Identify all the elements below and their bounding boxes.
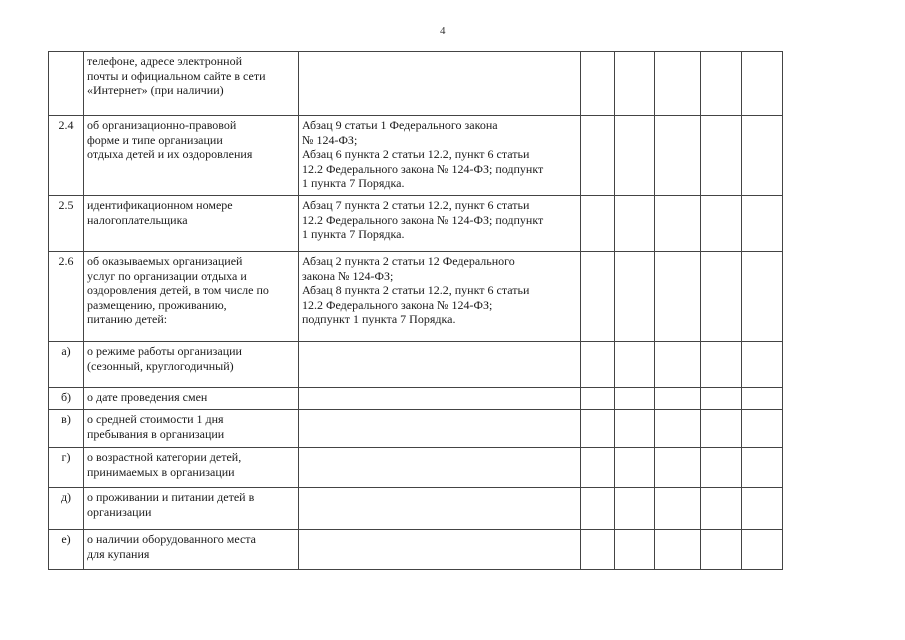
page-number: 4 <box>440 25 446 37</box>
description-line: о наличии оборудованного места <box>87 532 257 546</box>
row-number: б) <box>49 388 84 410</box>
table-row <box>49 196 783 252</box>
empty-cell <box>655 252 701 342</box>
row-legal-basis <box>299 410 581 448</box>
empty-cell <box>742 530 783 570</box>
description-line: размещению, проживанию, <box>87 297 227 312</box>
table-row <box>49 488 783 530</box>
table-body <box>49 52 783 570</box>
basis-line: № 124-ФЗ; <box>302 132 358 147</box>
empty-cell <box>655 196 701 252</box>
description-line: о проживании и питании детей в <box>87 490 255 504</box>
description-line: телефоне, адресе электронной <box>87 54 242 68</box>
description-line: о режиме работы организации <box>87 344 242 358</box>
empty-cell <box>581 530 615 570</box>
empty-cell <box>742 196 783 252</box>
row-number: а) <box>49 342 84 388</box>
empty-cell <box>701 530 742 570</box>
description-line: отдыха детей и их оздоровления <box>87 147 253 161</box>
row-description <box>84 448 299 488</box>
empty-cell <box>701 252 742 342</box>
row-description <box>84 116 299 196</box>
table-row <box>49 52 783 116</box>
row-number: 2.5 <box>49 196 84 252</box>
empty-cell <box>742 342 783 388</box>
empty-cell <box>701 388 742 410</box>
empty-cell <box>581 388 615 410</box>
empty-cell <box>655 488 701 530</box>
table-row <box>49 530 783 570</box>
empty-cell <box>581 252 615 342</box>
basis-line: Абзац 6 пункта 2 статьи 12.2, пункт 6 статьи <box>302 147 530 161</box>
row-legal-basis <box>299 448 581 488</box>
description-line: форме и типе организации <box>87 132 223 147</box>
row-legal-basis <box>299 530 581 570</box>
row-number <box>49 52 84 116</box>
empty-cell <box>742 448 783 488</box>
basis-line: 1 пункта 7 Порядка. <box>302 176 405 190</box>
empty-cell <box>615 196 655 252</box>
row-legal-basis <box>299 116 581 196</box>
row-description <box>84 530 299 570</box>
row-legal-basis <box>299 388 581 410</box>
row-legal-basis <box>299 488 581 530</box>
description-line: (сезонный, круглогодичный) <box>87 358 234 373</box>
row-legal-basis <box>299 52 581 116</box>
basis-line: 12.2 Федерального закона № 124-ФЗ; <box>302 297 493 312</box>
description-line: пребывания в организации <box>87 426 225 441</box>
description-line: о дате проведения смен <box>87 390 208 404</box>
table-row <box>49 342 783 388</box>
empty-cell <box>655 410 701 448</box>
empty-cell <box>615 488 655 530</box>
row-legal-basis <box>299 196 581 252</box>
basis-line: 12.2 Федерального закона № 124-ФЗ; подпункт <box>302 212 544 227</box>
empty-cell <box>742 488 783 530</box>
basis-line: закона № 124-ФЗ; <box>302 268 394 283</box>
empty-cell <box>742 52 783 116</box>
empty-cell <box>581 488 615 530</box>
row-number: е) <box>49 530 84 570</box>
empty-cell <box>701 52 742 116</box>
empty-cell <box>701 488 742 530</box>
row-legal-basis <box>299 342 581 388</box>
basis-line: Абзац 2 пункта 2 статьи 12 Федерального <box>302 254 515 268</box>
description-line: питанию детей: <box>87 312 168 326</box>
row-description <box>84 52 299 116</box>
empty-cell <box>581 448 615 488</box>
empty-cell <box>615 410 655 448</box>
row-number: д) <box>49 488 84 530</box>
row-number: в) <box>49 410 84 448</box>
description-line: почты и официальном сайте в сети <box>87 68 266 83</box>
row-description <box>84 342 299 388</box>
table-row <box>49 388 783 410</box>
empty-cell <box>655 530 701 570</box>
basis-line: 1 пункта 7 Порядка. <box>302 227 405 241</box>
row-description <box>84 196 299 252</box>
empty-cell <box>655 448 701 488</box>
row-number: г) <box>49 448 84 488</box>
empty-cell <box>581 116 615 196</box>
table-row <box>49 410 783 448</box>
empty-cell <box>581 52 615 116</box>
empty-cell <box>615 116 655 196</box>
row-description <box>84 488 299 530</box>
row-description <box>84 388 299 410</box>
row-number: 2.4 <box>49 116 84 196</box>
row-description <box>84 410 299 448</box>
basis-line: 12.2 Федерального закона № 124-ФЗ; подпункт <box>302 161 544 176</box>
description-line: об организационно-правовой <box>87 118 237 132</box>
empty-cell <box>701 410 742 448</box>
empty-cell <box>581 342 615 388</box>
basis-line: Абзац 7 пункта 2 статьи 12.2, пункт 6 статьи <box>302 198 530 212</box>
empty-cell <box>655 116 701 196</box>
description-line: налогоплательщика <box>87 212 188 227</box>
table-row <box>49 116 783 196</box>
empty-cell <box>615 252 655 342</box>
empty-cell <box>581 196 615 252</box>
basis-line: Абзац 9 статьи 1 Федерального закона <box>302 118 498 132</box>
row-legal-basis <box>299 252 581 342</box>
empty-cell <box>701 196 742 252</box>
empty-cell <box>581 410 615 448</box>
row-number: 2.6 <box>49 252 84 342</box>
empty-cell <box>615 448 655 488</box>
requirements-table <box>48 51 783 570</box>
description-line: принимаемых в организации <box>87 464 235 479</box>
empty-cell <box>615 52 655 116</box>
empty-cell <box>701 116 742 196</box>
empty-cell <box>742 410 783 448</box>
empty-cell <box>615 530 655 570</box>
description-line: об оказываемых организацией <box>87 254 243 268</box>
empty-cell <box>655 52 701 116</box>
empty-cell <box>742 252 783 342</box>
description-line: о средней стоимости 1 дня <box>87 412 224 426</box>
empty-cell <box>655 342 701 388</box>
empty-cell <box>615 388 655 410</box>
basis-line: подпункт 1 пункта 7 Порядка. <box>302 312 456 326</box>
empty-cell <box>742 388 783 410</box>
empty-cell <box>701 448 742 488</box>
empty-cell <box>615 342 655 388</box>
empty-cell <box>701 342 742 388</box>
empty-cell <box>742 116 783 196</box>
basis-line: Абзац 8 пункта 2 статьи 12.2, пункт 6 статьи <box>302 283 530 297</box>
description-line: «Интернет» (при наличии) <box>87 83 224 97</box>
description-line: для купания <box>87 546 150 561</box>
table-row <box>49 252 783 342</box>
row-description <box>84 252 299 342</box>
description-line: услуг по организации отдыха и <box>87 268 247 283</box>
description-line: о возрастной категории детей, <box>87 450 242 464</box>
empty-cell <box>655 388 701 410</box>
description-line: оздоровления детей, в том числе по <box>87 283 269 297</box>
table-row <box>49 448 783 488</box>
description-line: организации <box>87 504 152 519</box>
description-line: идентификационном номере <box>87 198 233 212</box>
